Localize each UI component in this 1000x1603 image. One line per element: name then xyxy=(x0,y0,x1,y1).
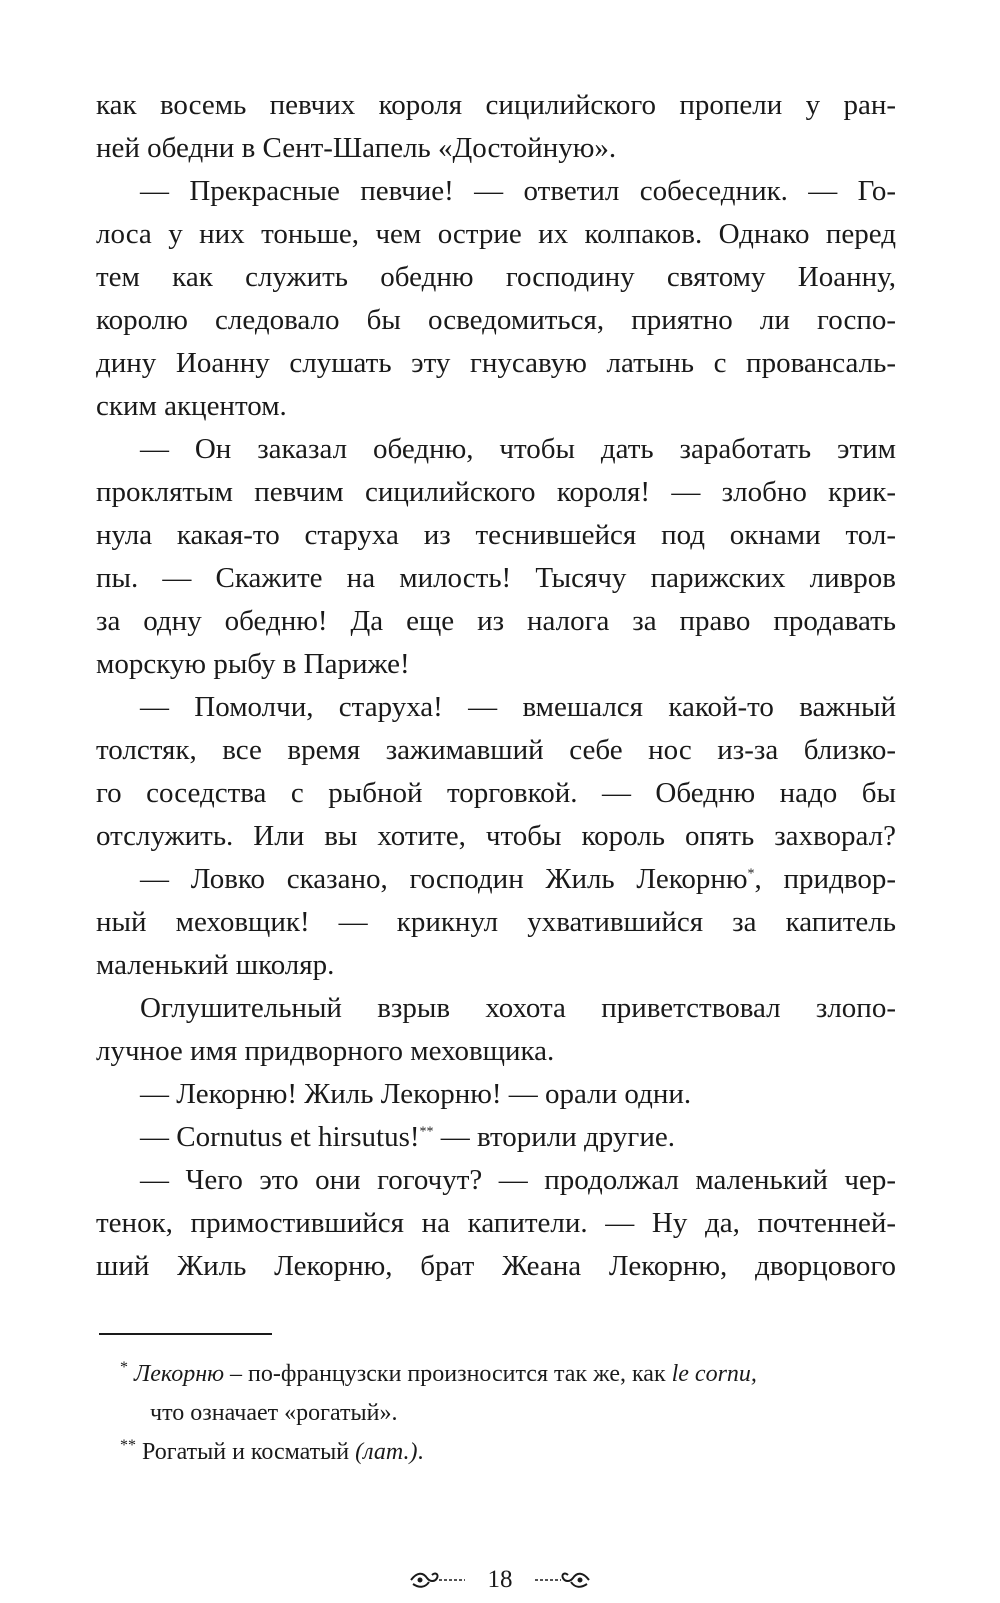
text-line-content: тем как служить обедню господину святому Иоанну, xyxy=(96,261,896,293)
text-line-content: — Лекорню! Жиль Лекорню! — орали одни. xyxy=(140,1078,692,1110)
text-line-content: Оглушительный взрыв хохота приветствовал злопо- xyxy=(140,992,896,1024)
footnote-1 xyxy=(96,1355,896,1394)
text-line xyxy=(96,815,896,858)
text-line xyxy=(96,428,896,471)
footnote-2 xyxy=(96,1433,896,1472)
footnote-2-text: Рогатый и косматый xyxy=(136,1439,356,1465)
text-line-content: — Помолчи, старуха! — вмешался какой-то важный xyxy=(140,691,896,723)
text-line xyxy=(96,170,896,213)
text-line-content: маленький школяр. xyxy=(96,949,335,981)
text-line-content: пы. — Скажите на милость! Тысячу парижских ливров xyxy=(96,562,896,594)
text-line xyxy=(96,256,896,299)
text-line xyxy=(96,944,896,987)
text-line-content: проклятым певчим сицилийского короля! — злобно крик- xyxy=(96,476,896,508)
footnote-1-mark: * xyxy=(120,1359,128,1376)
text-line xyxy=(96,858,896,901)
text-line xyxy=(96,772,896,815)
footnote-marker: ** xyxy=(419,1124,434,1140)
text-line xyxy=(96,686,896,729)
text-line-content: как восемь певчих короля сицилийского пропели у ран- xyxy=(96,89,896,121)
text-line-content: отслужить. Или вы хотите, чтобы король опять захворал? xyxy=(96,820,896,852)
text-line-content: — Cornutus et hirsutus! xyxy=(140,1121,420,1153)
text-line-content: за одну обедню! Да еще из налога за право продавать xyxy=(96,605,896,637)
text-line xyxy=(96,1030,896,1073)
text-line xyxy=(96,1245,896,1288)
left-ornament-icon xyxy=(409,1568,467,1592)
text-line xyxy=(96,1159,896,1202)
text-line-continuation: — вторили другие. xyxy=(433,1121,675,1153)
text-line-content: нула какая-то старуха из теснившейся под окнами тол- xyxy=(96,519,896,551)
text-line xyxy=(96,385,896,428)
page-folio xyxy=(0,1564,1000,1594)
text-line-content: лучное имя придворного меховщика. xyxy=(96,1035,555,1067)
text-line-continuation: , придвор- xyxy=(754,863,896,895)
text-line xyxy=(96,729,896,772)
text-line xyxy=(96,557,896,600)
text-line-content: ским акцентом. xyxy=(96,390,287,422)
text-line xyxy=(96,342,896,385)
text-line xyxy=(96,1116,896,1159)
page-number: 18 xyxy=(487,1566,513,1594)
text-line xyxy=(96,514,896,557)
text-line-content: го соседства с рыбной торговкой. — Обедню надо бы xyxy=(96,777,896,809)
footnote-marker: * xyxy=(747,866,755,882)
text-line-content: тенок, примостившийся на капители. — Ну да, почтенней- xyxy=(96,1207,896,1239)
footnote-2-italic: (лат.) xyxy=(355,1439,418,1465)
text-line xyxy=(96,643,896,686)
text-line-content: дину Иоанну слушать эту гнусавую латынь с провансаль- xyxy=(96,347,896,379)
text-line xyxy=(96,213,896,256)
footnote-1-term: Лекорню xyxy=(134,1361,225,1387)
text-line-content: королю следовало бы осведомиться, приятно ли госпо- xyxy=(96,304,896,336)
text-line-content: морскую рыбу в Париже! xyxy=(96,648,410,680)
text-line xyxy=(96,987,896,1030)
text-line-content: толстяк, все время зажимавший себе нос из-за близко- xyxy=(96,734,896,766)
footnote-1-continuation: что означает «рогатый». xyxy=(150,1400,398,1426)
text-line-content: — Прекрасные певчие! — ответил собеседник. — Го- xyxy=(140,175,896,207)
footnotes xyxy=(96,1355,896,1472)
text-line xyxy=(96,600,896,643)
text-line-content: — Ловко сказано, господин Жиль Лекорню xyxy=(140,863,748,895)
footnote-2-end: . xyxy=(417,1439,424,1465)
footnote-1-foreign: le cornu, xyxy=(671,1361,757,1387)
footnote-1-text: – по-французски произносится так же, как xyxy=(224,1361,672,1387)
text-line-content: — Он заказал обедню, чтобы дать заработать этим xyxy=(140,433,896,465)
footnote-2-mark: ** xyxy=(120,1437,136,1454)
text-line-content: лоса у них тоньше, чем острие их колпаков. Однако перед xyxy=(96,218,896,250)
right-ornament-icon xyxy=(533,1568,591,1592)
text-line-content: ный меховщик! — крикнул ухватившийся за капитель xyxy=(96,906,896,938)
footnote-divider xyxy=(99,1333,272,1335)
text-line xyxy=(96,901,896,944)
text-line xyxy=(96,1073,896,1116)
text-line xyxy=(96,84,896,127)
text-line-content: — Чего это они гогочут? — продолжал маленький чер- xyxy=(140,1164,896,1196)
text-line-content: ший Жиль Лекорню, брат Жеана Лекорню, дворцового xyxy=(96,1250,896,1282)
main-text xyxy=(96,84,896,1288)
text-line xyxy=(96,471,896,514)
text-line-content: ней обедни в Сент-Шапель «Достойную». xyxy=(96,132,617,164)
text-line xyxy=(96,127,896,170)
text-line xyxy=(96,299,896,342)
text-line xyxy=(96,1202,896,1245)
